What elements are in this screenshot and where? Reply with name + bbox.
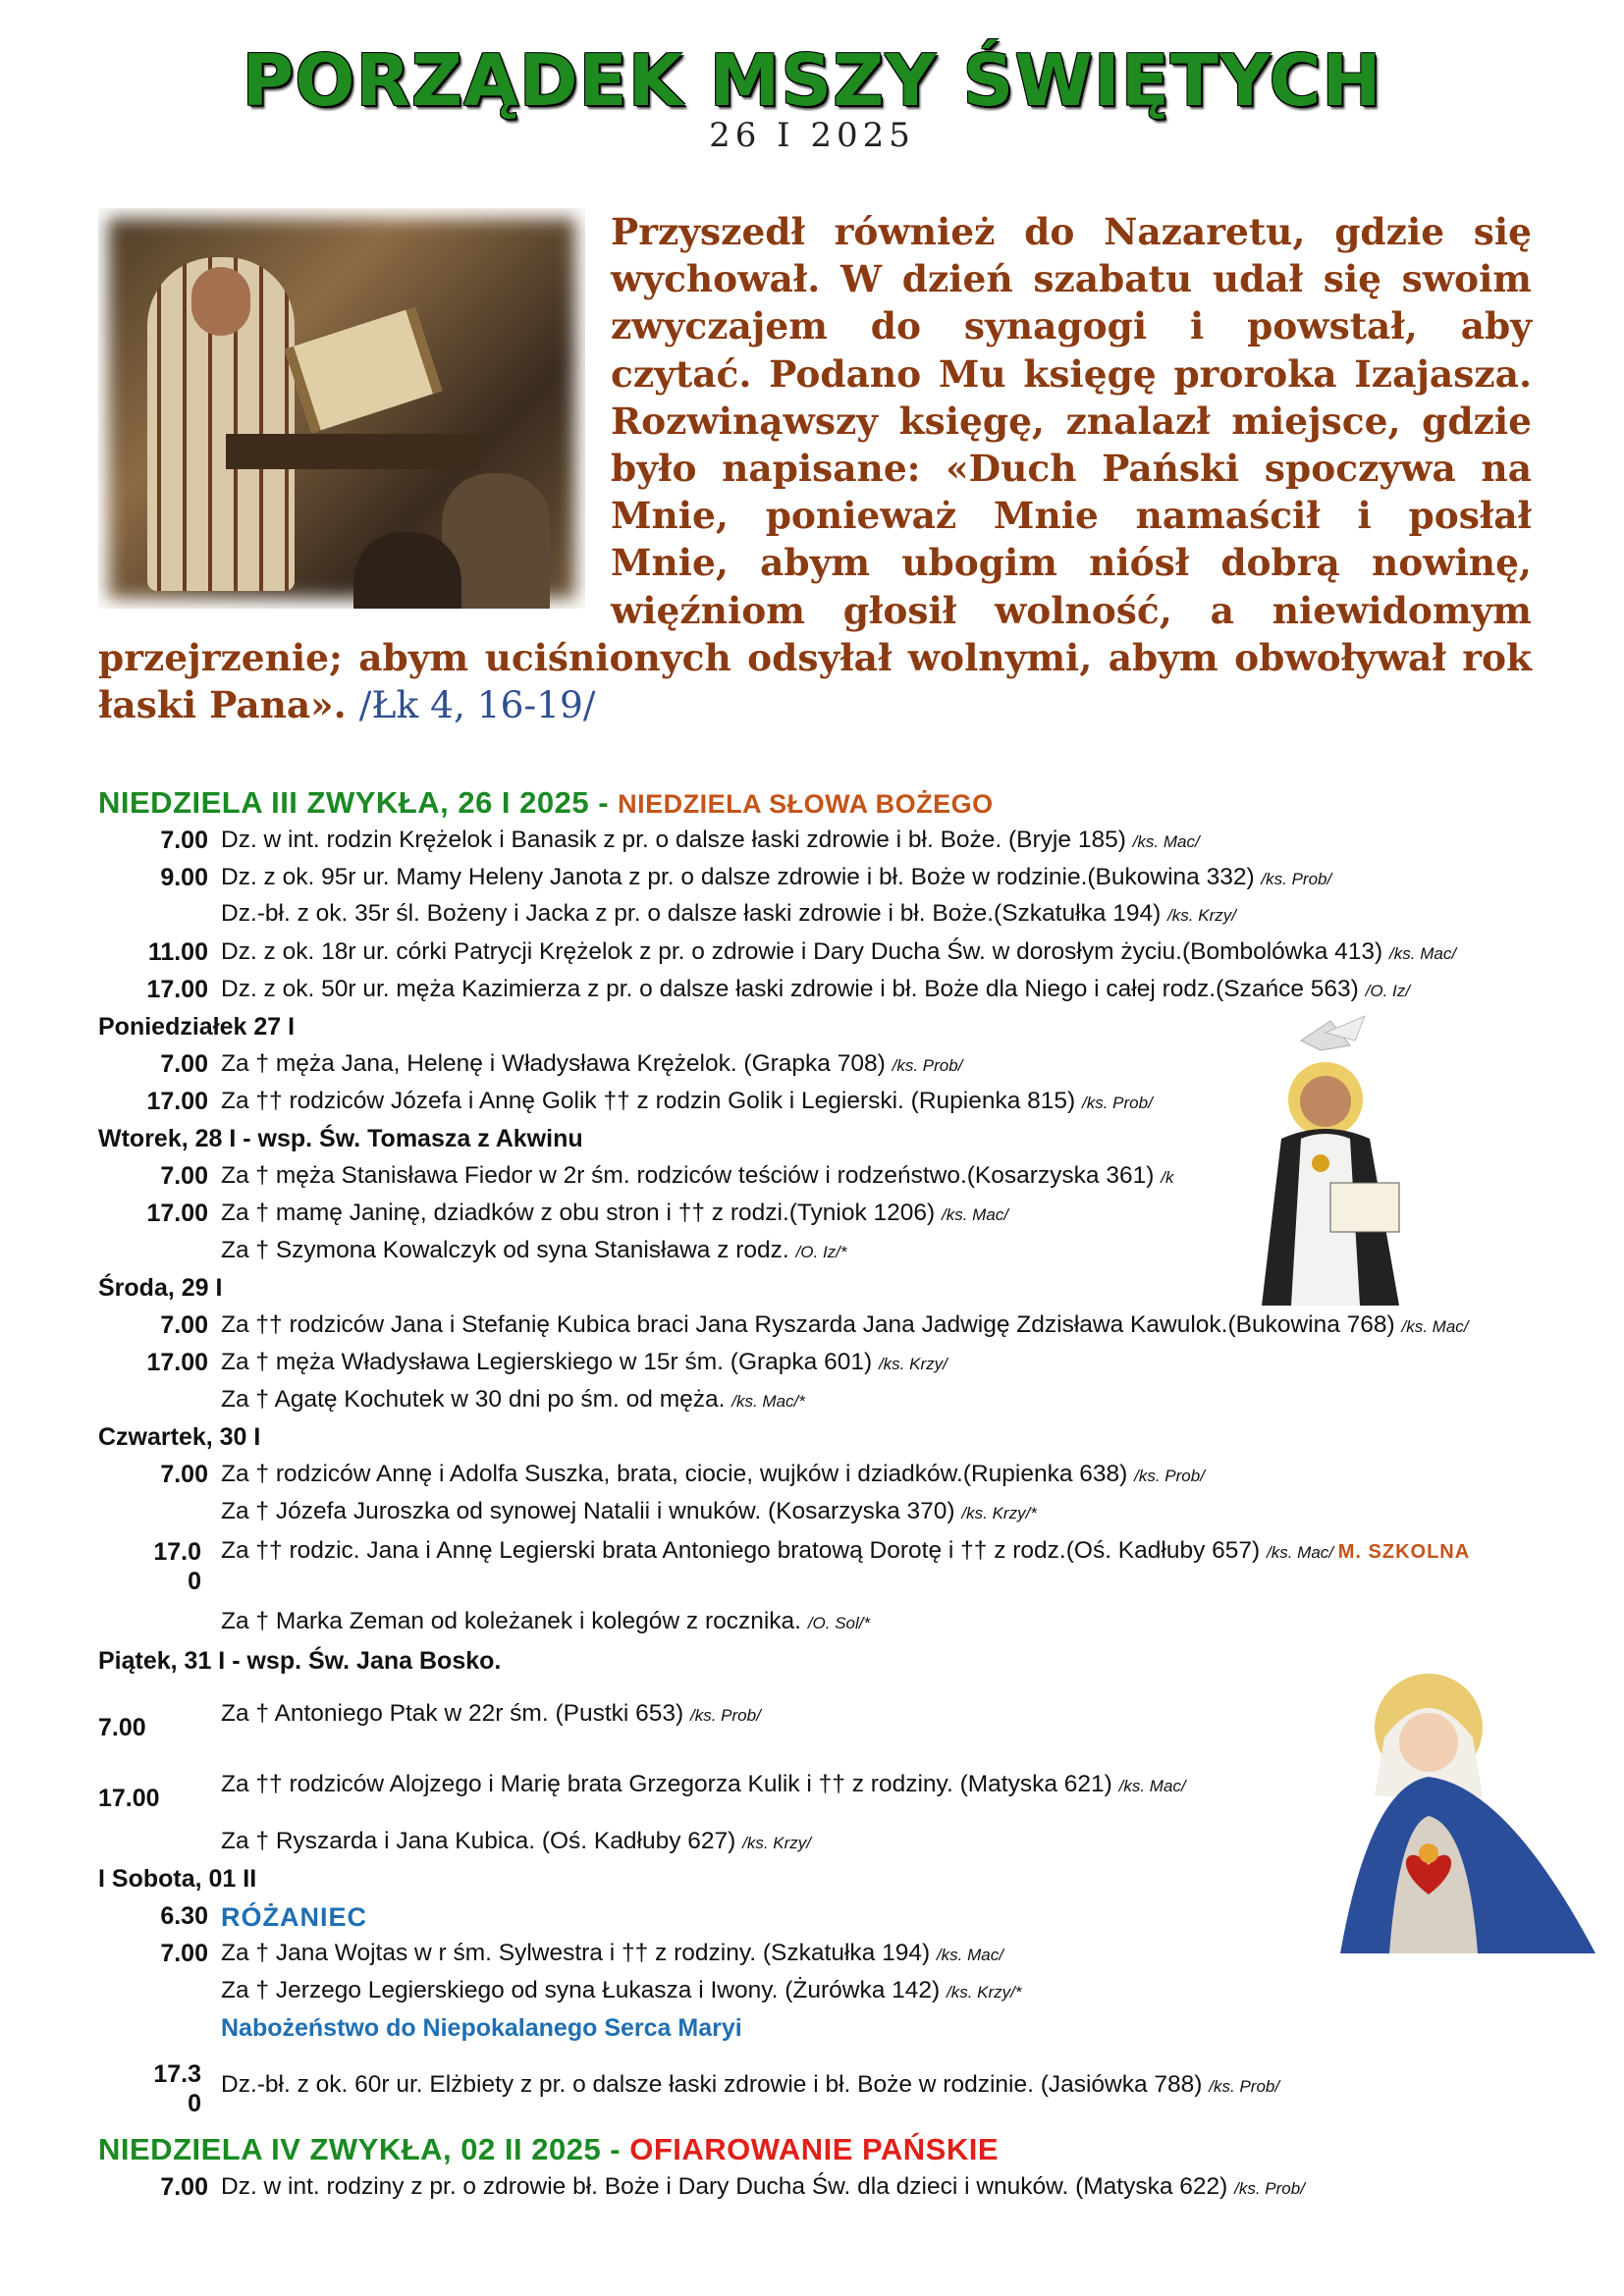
page-date: 26 I 2025 bbox=[709, 116, 915, 155]
sunday-1-subtitle: NIEDZIELA SŁOWA BOŻEGO bbox=[618, 789, 994, 819]
gospel-quote bbox=[98, 208, 1532, 728]
rosary-label: RÓŻANIEC bbox=[221, 1902, 367, 1932]
sunday-2-heading: NIEDZIELA IV ZWYKŁA, 02 II 2025 - OFIAROWANIE PAŃSKIE bbox=[98, 2132, 1000, 2166]
day-heading-saturday: I Sobota, 01 II bbox=[98, 1865, 257, 1893]
school-mass-badge: M. SZKOLNA bbox=[1337, 1541, 1471, 1563]
page-title: PORZĄDEK MSZY ŚWIĘTYCH bbox=[242, 39, 1382, 122]
devotion-label: Nabożeństwo do Niepokalanego Serca Maryi bbox=[221, 2014, 742, 2042]
day-heading-friday: Piątek, 31 I - wsp. Św. Jana Bosko. bbox=[98, 1647, 502, 1675]
gospel-reference: /Łk 4, 16-19/ bbox=[358, 683, 596, 727]
sunday-2-subtitle: OFIAROWANIE PAŃSKIE bbox=[629, 2132, 1000, 2166]
saint-thomas-image bbox=[1242, 1011, 1438, 1306]
day-heading-monday: Poniedziałek 27 I bbox=[98, 1013, 296, 1041]
day-heading-wednesday: Środa, 29 I bbox=[98, 1274, 223, 1302]
sunday-1-heading: NIEDZIELA III ZWYKŁA, 26 I 2025 - NIEDZIELA SŁOWA BOŻEGO bbox=[98, 785, 994, 820]
day-heading-thursday: Czwartek, 30 I bbox=[98, 1423, 261, 1451]
day-heading-tuesday: Wtorek, 28 I - wsp. Św. Tomasza z Akwinu bbox=[98, 1125, 583, 1152]
gospel-text: Przyszedł również do Nazaretu, gdzie się wychował. W dzień szabatu udał się swoim zwyczajem do synagogi i powstał, aby czytać. Podano Mu księgę proroka Izajasza. Rozwinąwszy księgę, znalazł miejsce, gdzie było napisane: «Duch Pański spoczywa na Mnie, ponieważ Mnie namaścił i posłał Mnie, abym ubogim niósł dobrą nowinę, więźniom głosił wolność, a niewidomym przejrzenie; abym uciśnionych odsyłał wolnymi, abym obwoływał rok łaski Pana». bbox=[98, 210, 1532, 727]
immaculate-heart-image bbox=[1311, 1669, 1596, 1953]
